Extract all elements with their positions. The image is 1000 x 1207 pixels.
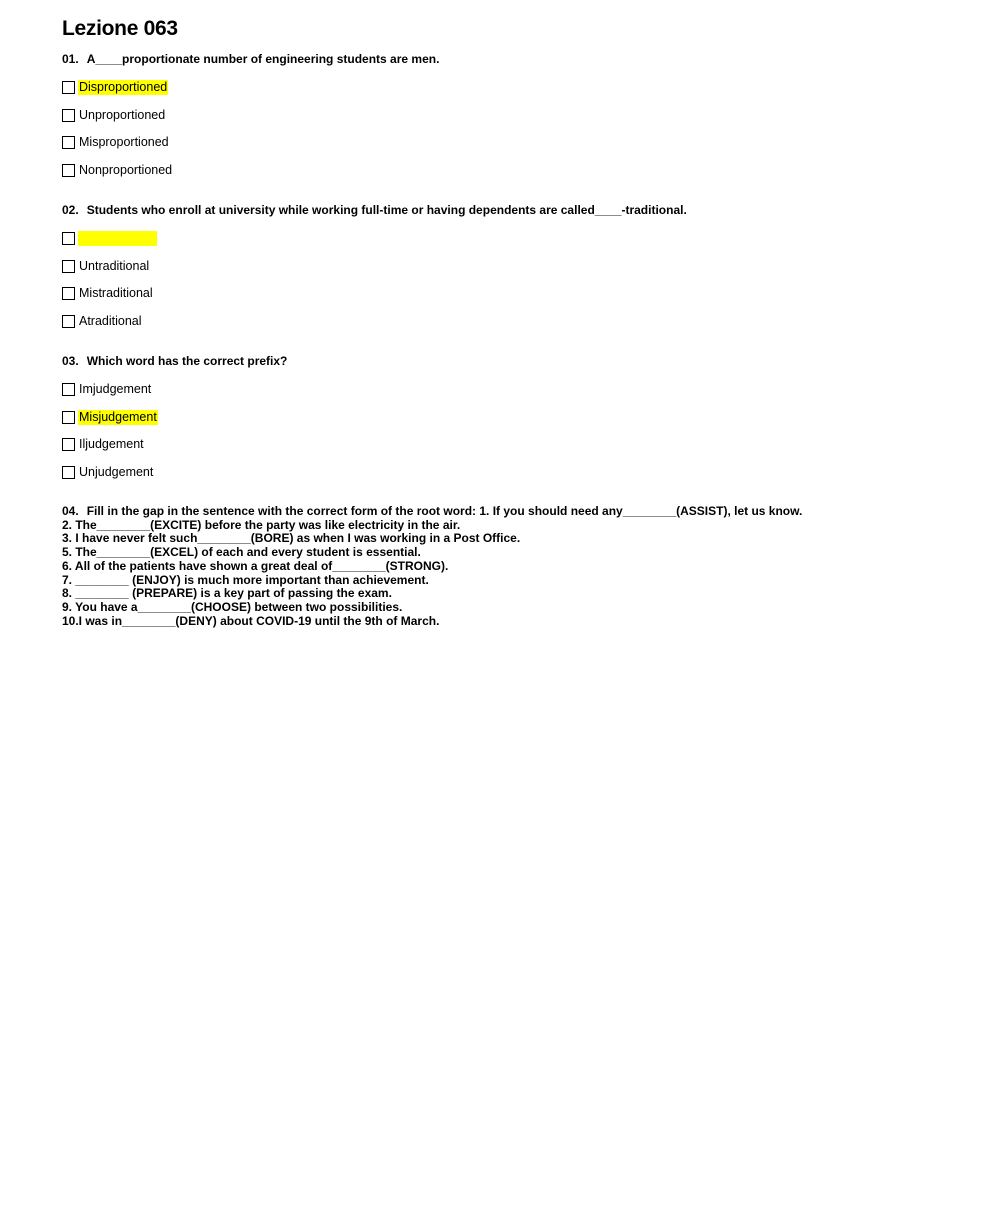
fill-in-sentence: 9. You have a________(CHOOSE) between two possibilities. xyxy=(62,599,403,614)
question-number: 04. xyxy=(62,504,79,518)
checkbox-icon[interactable] xyxy=(62,136,75,149)
option-label: Imjudgement xyxy=(79,382,152,397)
option-item[interactable] xyxy=(62,129,982,157)
fill-in-sentence: 10.I was in________(DENY) about COVID-19 until the 9th of March. xyxy=(62,613,440,628)
option-item[interactable] xyxy=(62,431,982,459)
question-number: 02. xyxy=(62,203,79,217)
fill-in-sentence: 7. ________ (ENJOY) is much more important than achievement. xyxy=(62,572,429,587)
option-label-highlighted: Disproportioned xyxy=(79,80,168,95)
option-item[interactable] xyxy=(62,280,982,308)
question-text xyxy=(62,354,982,369)
question-number: 03. xyxy=(62,354,79,368)
question-prompt: Which word has the correct prefix? xyxy=(86,354,288,368)
fill-in-intro xyxy=(62,505,982,519)
question-04 xyxy=(62,505,982,628)
checkbox-icon[interactable] xyxy=(62,164,75,177)
checkbox-icon[interactable] xyxy=(62,438,75,451)
checkbox-icon[interactable] xyxy=(62,260,75,273)
checkbox-icon[interactable] xyxy=(62,383,75,396)
option-label-highlighted: Nontraditional xyxy=(79,231,157,246)
option-item[interactable] xyxy=(62,157,982,185)
question-prompt: A____proportionate number of engineering students are men. xyxy=(86,52,440,66)
option-item[interactable] xyxy=(62,376,982,404)
option-item[interactable] xyxy=(62,308,982,336)
option-item[interactable] xyxy=(62,459,982,487)
option-label: Mistraditional xyxy=(79,286,153,301)
option-label: Unproportioned xyxy=(79,107,166,122)
fill-in-sentence: 5. The________(EXCEL) of each and every student is essential. xyxy=(62,545,421,560)
page-title: Lezione 063 xyxy=(62,17,178,40)
question-prompt: Fill in the gap in the sentence with the correct form of the root word: 1. If you should need any________(ASSIST), let us know. xyxy=(86,504,803,518)
option-label: Iljudgement xyxy=(79,437,144,452)
option-item[interactable] xyxy=(62,225,982,253)
checkbox-icon[interactable] xyxy=(62,81,75,94)
checkbox-icon[interactable] xyxy=(62,315,75,328)
option-item[interactable] xyxy=(62,404,982,432)
option-label: Unjudgement xyxy=(79,464,154,479)
question-01 xyxy=(62,52,982,184)
option-item[interactable] xyxy=(62,102,982,130)
checkbox-icon[interactable] xyxy=(62,287,75,300)
fill-in-sentence: 6. All of the patients have shown a great deal of________(STRONG). xyxy=(62,558,449,573)
question-text xyxy=(62,52,982,67)
question-prompt: Students who enroll at university while working full-time or having dependents are called____-traditional. xyxy=(86,203,687,217)
checkbox-icon[interactable] xyxy=(62,109,75,122)
option-label: Nonproportioned xyxy=(79,162,173,177)
checkbox-icon[interactable] xyxy=(62,232,75,245)
fill-in-sentence: 8. ________ (PREPARE) is a key part of passing the exam. xyxy=(62,586,392,601)
question-02 xyxy=(62,203,982,335)
option-item[interactable] xyxy=(62,74,982,102)
question-number: 01. xyxy=(62,52,79,66)
document-page xyxy=(62,16,982,628)
option-label: Atraditional xyxy=(79,313,142,328)
fill-in-sentence: 3. I have never felt such________(BORE) as when I was working in a Post Office. xyxy=(62,531,521,546)
checkbox-icon[interactable] xyxy=(62,466,75,479)
option-label: Misproportioned xyxy=(79,135,169,150)
question-03 xyxy=(62,354,982,486)
option-label-highlighted: Misjudgement xyxy=(79,409,157,424)
question-text xyxy=(62,203,982,218)
option-label: Untraditional xyxy=(79,258,150,273)
fill-in-sentence: 2. The________(EXCITE) before the party was like electricity in the air. xyxy=(62,517,461,532)
checkbox-icon[interactable] xyxy=(62,411,75,424)
option-item[interactable] xyxy=(62,253,982,281)
